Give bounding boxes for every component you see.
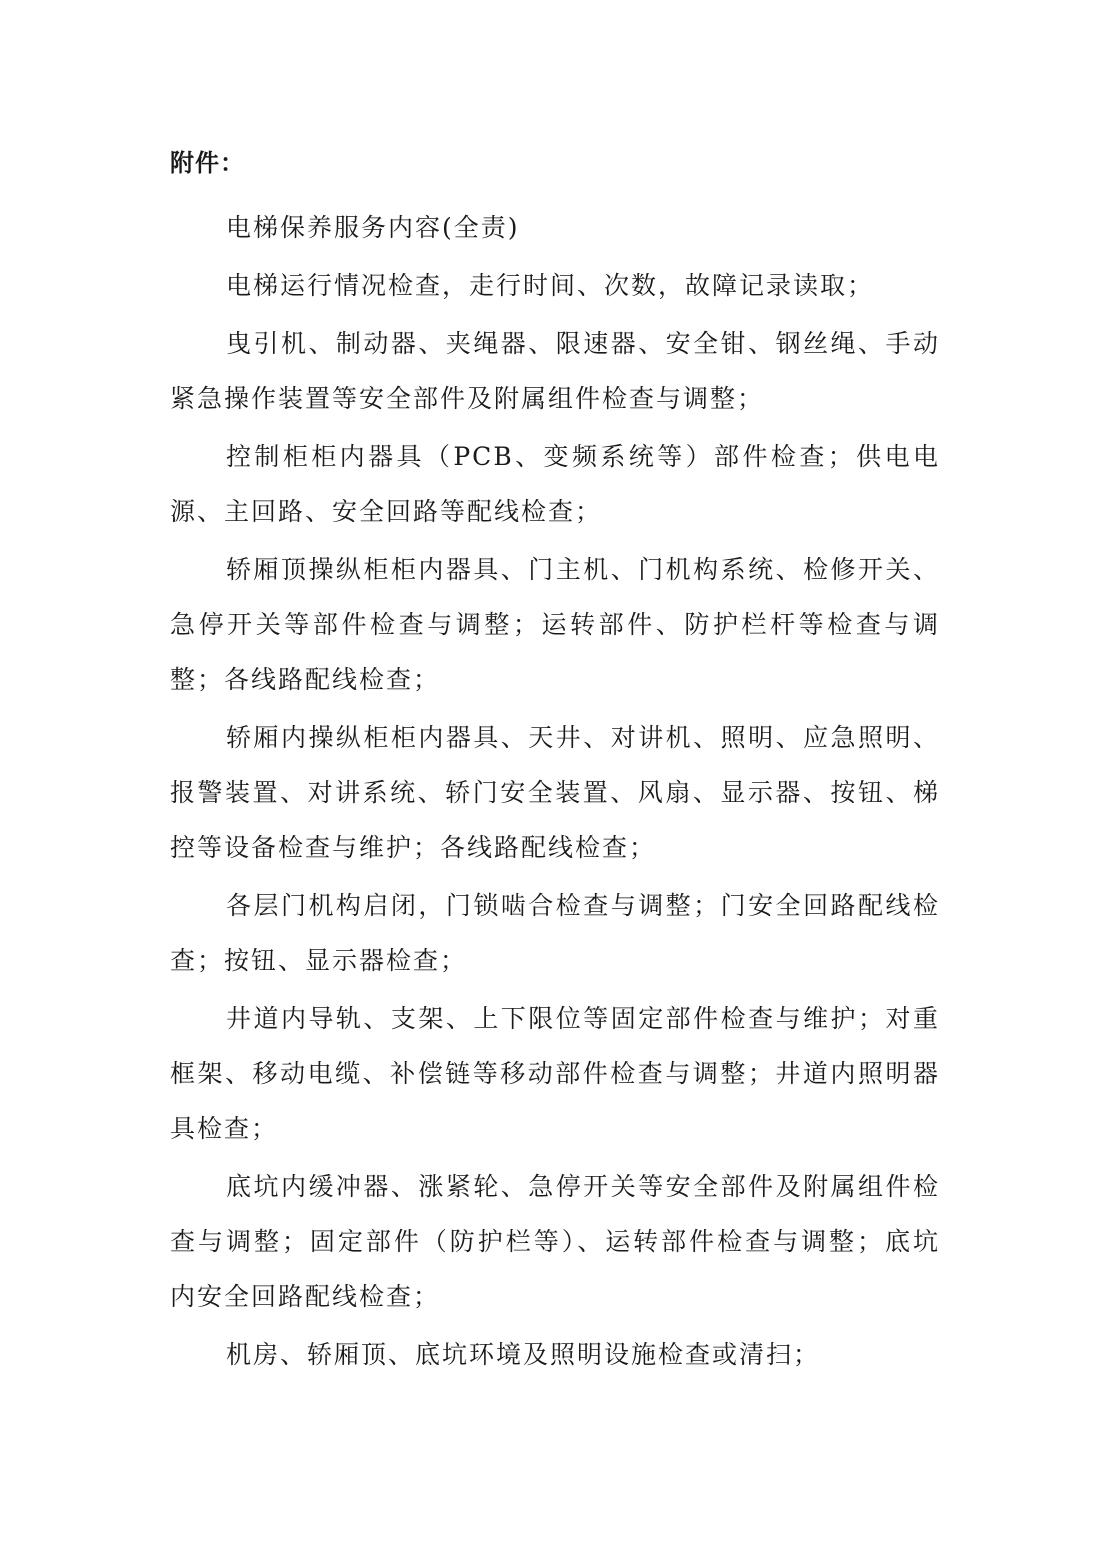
paragraph-hoistway: 井道内导轨、支架、上下限位等固定部件检查与维护；对重框架、移动电缆、补偿链等移动部件检查与调整；井道内照明器具检查； [170,1004,940,1143]
paragraph-car-top: 轿厢顶操纵柜柜内器具、门主机、门机构系统、检修开关、急停开关等部件检查与调整；运转部件、防护栏杆等检查与调整；各线路配线检查； [170,555,940,694]
document-body [170,200,940,1385]
document-title: 电梯保养服务内容(全责) [226,213,520,242]
paragraph-operation-check: 电梯运行情况检查，走行时间、次数，故障记录读取； [226,271,875,300]
attachment-heading: 附件： [170,149,245,177]
paragraph-traction-machine: 曳引机、制动器、夹绳器、限速器、安全钳、钢丝绳、手动紧急操作装置等安全部件及附属组件检查与调整； [170,329,940,413]
paragraph-pit: 底坑内缓冲器、涨紧轮、急停开关等安全部件及附属组件检查与调整；固定部件（防护栏等）、运转部件检查与调整；底坑内安全回路配线检查； [170,1172,940,1311]
paragraph-car-interior: 轿厢内操纵柜柜内器具、天井、对讲机、照明、应急照明、报警装置、对讲系统、轿门安全装置、风扇、显示器、按钮、梯控等设备检查与维护；各线路配线检查； [170,723,940,862]
paragraph-environment: 机房、轿厢顶、底坑环境及照明设施检查或清扫； [226,1340,821,1369]
paragraph-control-cabinet: 控制柜柜内器具（PCB、变频系统等）部件检查；供电电源、主回路、安全回路等配线检查； [170,442,940,526]
paragraph-landing-doors: 各层门机构启闭，门锁啮合检查与调整；门安全回路配线检查；按钮、显示器检查； [170,891,940,975]
